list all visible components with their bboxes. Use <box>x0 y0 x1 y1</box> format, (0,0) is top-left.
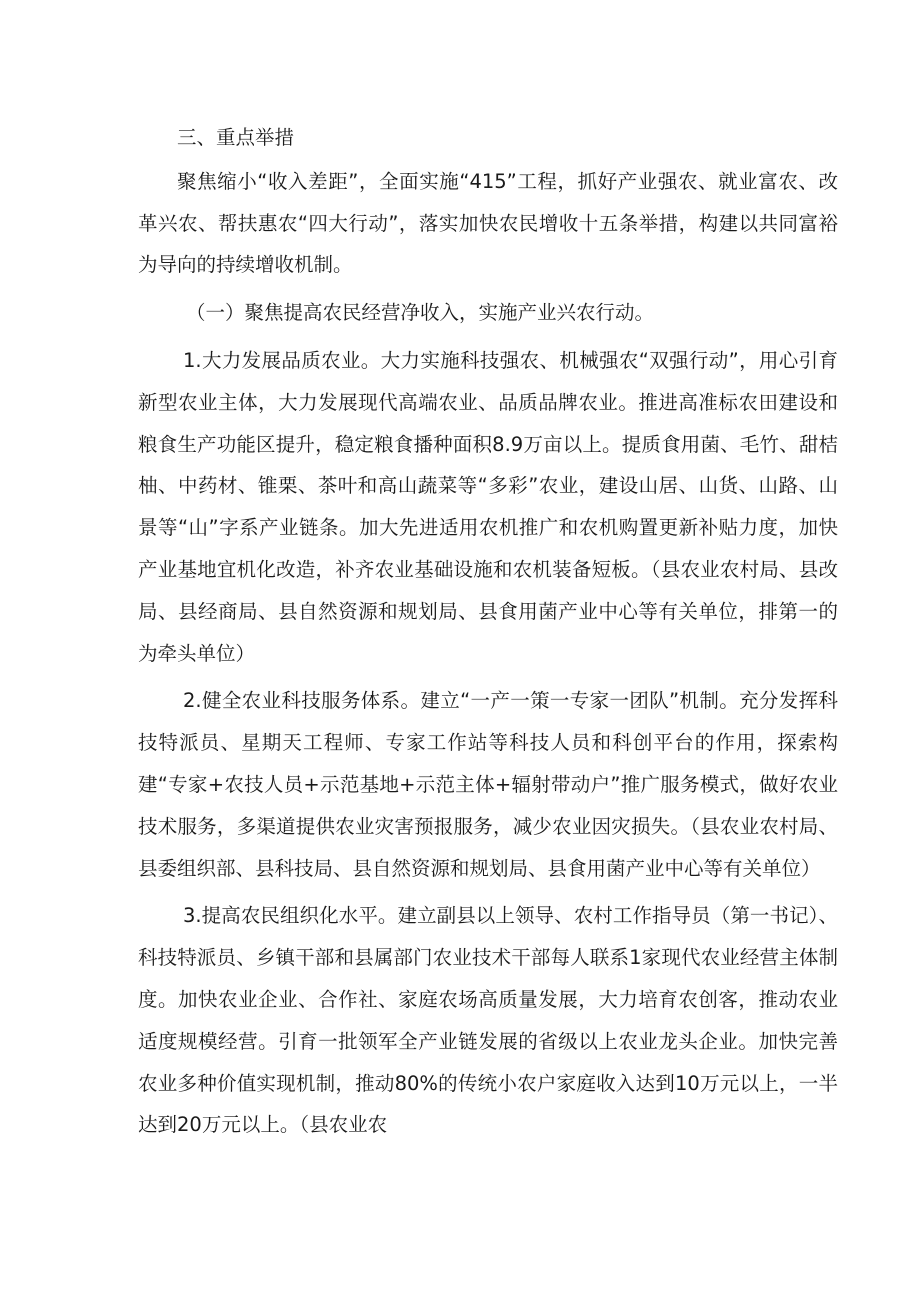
document-body <box>138 117 838 1152</box>
measure-item-1: 1.大力发展品质农业。大力实施科技强农、机械强农“双强行动”，用心引育新型农业主体，大力发展现代高端农业、品质品牌农业。推进高准标农田建设和粮食生产功能区提升，稳定粮食播种面积8.9万亩以上。提质食用菌、毛竹、甜桔柚、中药材、锥栗、茶叶和高山蔬菜等“多彩”农业，建设山居、山货、山路、山景等“山”字系产业链条。加大先进适用农机推广和农机购置更新补贴力度，加快产业基地宜机化改造，补齐农业基础设施和农机装备短板。（县农业农村局、县改局、县经商局、县自然资源和规划局、县食用菌产业中心等有关单位，排第一的为牵头单位） <box>138 348 838 665</box>
measure-item-3: 3.提高农民组织化水平。建立副县以上领导、农村工作指导员（第一书记）、科技特派员、乡镇干部和县属部门农业技术干部每人联系1家现代农业经营主体制度。加快农业企业、合作社、家庭农场高质量发展，大力培育农创客，推动农业适度规模经营。引育一批领军全产业链发展的省级以上农业龙头企业。加快完善农业多种价值实现机制，推动80%的传统小农户家庭收入达到10万元以上，一半达到20万元以上。（县农业农 <box>138 904 838 1137</box>
subsection-heading: （一）聚焦提高农民经营净收入，实施产业兴农行动。 <box>186 301 655 325</box>
intro-paragraph: 聚焦缩小“收入差距”，全面实施“415”工程，抓好产业强农、就业富农、改革兴农、帮扶惠农“四大行动”，落实加快农民增收十五条举措，构建以共同富裕为导向的持续增收机制。 <box>138 169 838 277</box>
measure-item-2: 2.健全农业科技服务体系。建立“一产一策一专家一团队”机制。充分发挥科技特派员、星期天工程师、专家工作站等科技人员和科创平台的作用，探索构建“专家+农技人员+示范基地+示范主体+辐射带动户”推广服务模式，做好农业技术服务，多渠道提供农业灾害预报服务，减少农业因灾损失。（县农业农村局、县委组织部、县科技局、县自然资源和规划局、县食用菌产业中心等有关单位） <box>138 689 838 880</box>
section-heading: 三、重点举措 <box>177 126 295 149</box>
